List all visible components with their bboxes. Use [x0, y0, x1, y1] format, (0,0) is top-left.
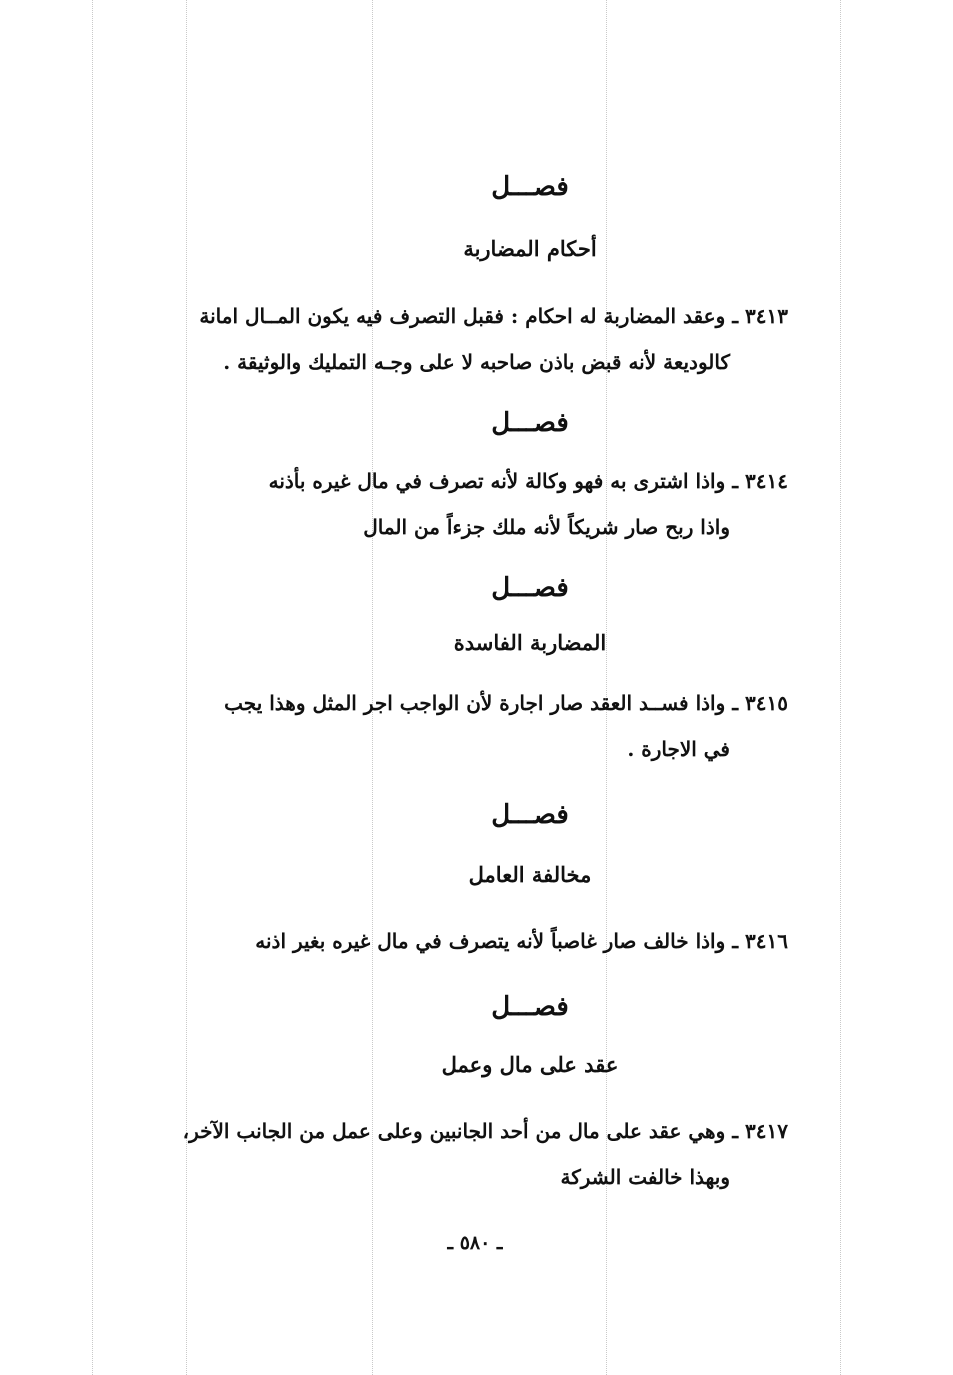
scan-artifact-line [840, 0, 841, 1375]
section-heading-fasl: فصـــل [491, 573, 569, 603]
paragraph-line: ٣٤١٥ ـ واذا فســد العقد صار اجارة لأن الواجب اجر المثل وهذا يجب [224, 691, 788, 715]
paragraph-3416 [158, 918, 788, 964]
paragraph-line: وبهذا خالفت الشركة [560, 1165, 730, 1189]
paragraph-line: ٣٤١٦ ـ واذا خالف صار غاصباً لأنه يتصرف في مال غيره بغير اذنه [255, 929, 788, 953]
paragraph-line: ٣٤١٤ ـ واذا اشترى به فهو وكالة لأنه تصرف في مال غيره بأذنه [268, 469, 788, 493]
section-heading-fasl: فصـــل [491, 172, 569, 202]
section-subtitle: مخالفة العامل [468, 862, 592, 887]
paragraph-line: ٣٤١٣ ـ وعقد المضاربة له احكام : فقبل التصرف فيه يكون المــال امانة [199, 304, 788, 328]
paragraph-line: كالوديعة لأنه قبض باذن صاحبه لا على وجـه التمليك والوثيقة . [223, 350, 730, 374]
paragraph-line: ٣٤١٧ ـ وهي عقد على مال من أحد الجانبين وعلى عمل من الجانب الآخر، [182, 1119, 788, 1143]
paragraph-3415 [158, 680, 788, 772]
paragraph-line: في الاجارة . [627, 737, 730, 761]
section-subtitle: المضاربة الفاسدة [453, 630, 607, 655]
paragraph-3414 [158, 458, 788, 550]
section-heading-fasl: فصـــل [491, 800, 569, 830]
section-heading-fasl: فصـــل [491, 992, 569, 1022]
paragraph-line: واذا ربح صار شريكاً لأنه ملك جزءاً من المال [363, 515, 730, 539]
page-number: ـ ٥٨٠ ـ [447, 1232, 503, 1254]
section-heading-fasl: فصـــل [491, 408, 569, 438]
section-subtitle: أحكام المضاربة [463, 236, 597, 261]
scan-artifact-line [92, 0, 93, 1375]
section-subtitle: عقد على مال وعمل [441, 1052, 619, 1077]
paragraph-3413 [158, 293, 788, 385]
paragraph-3417 [158, 1108, 788, 1200]
